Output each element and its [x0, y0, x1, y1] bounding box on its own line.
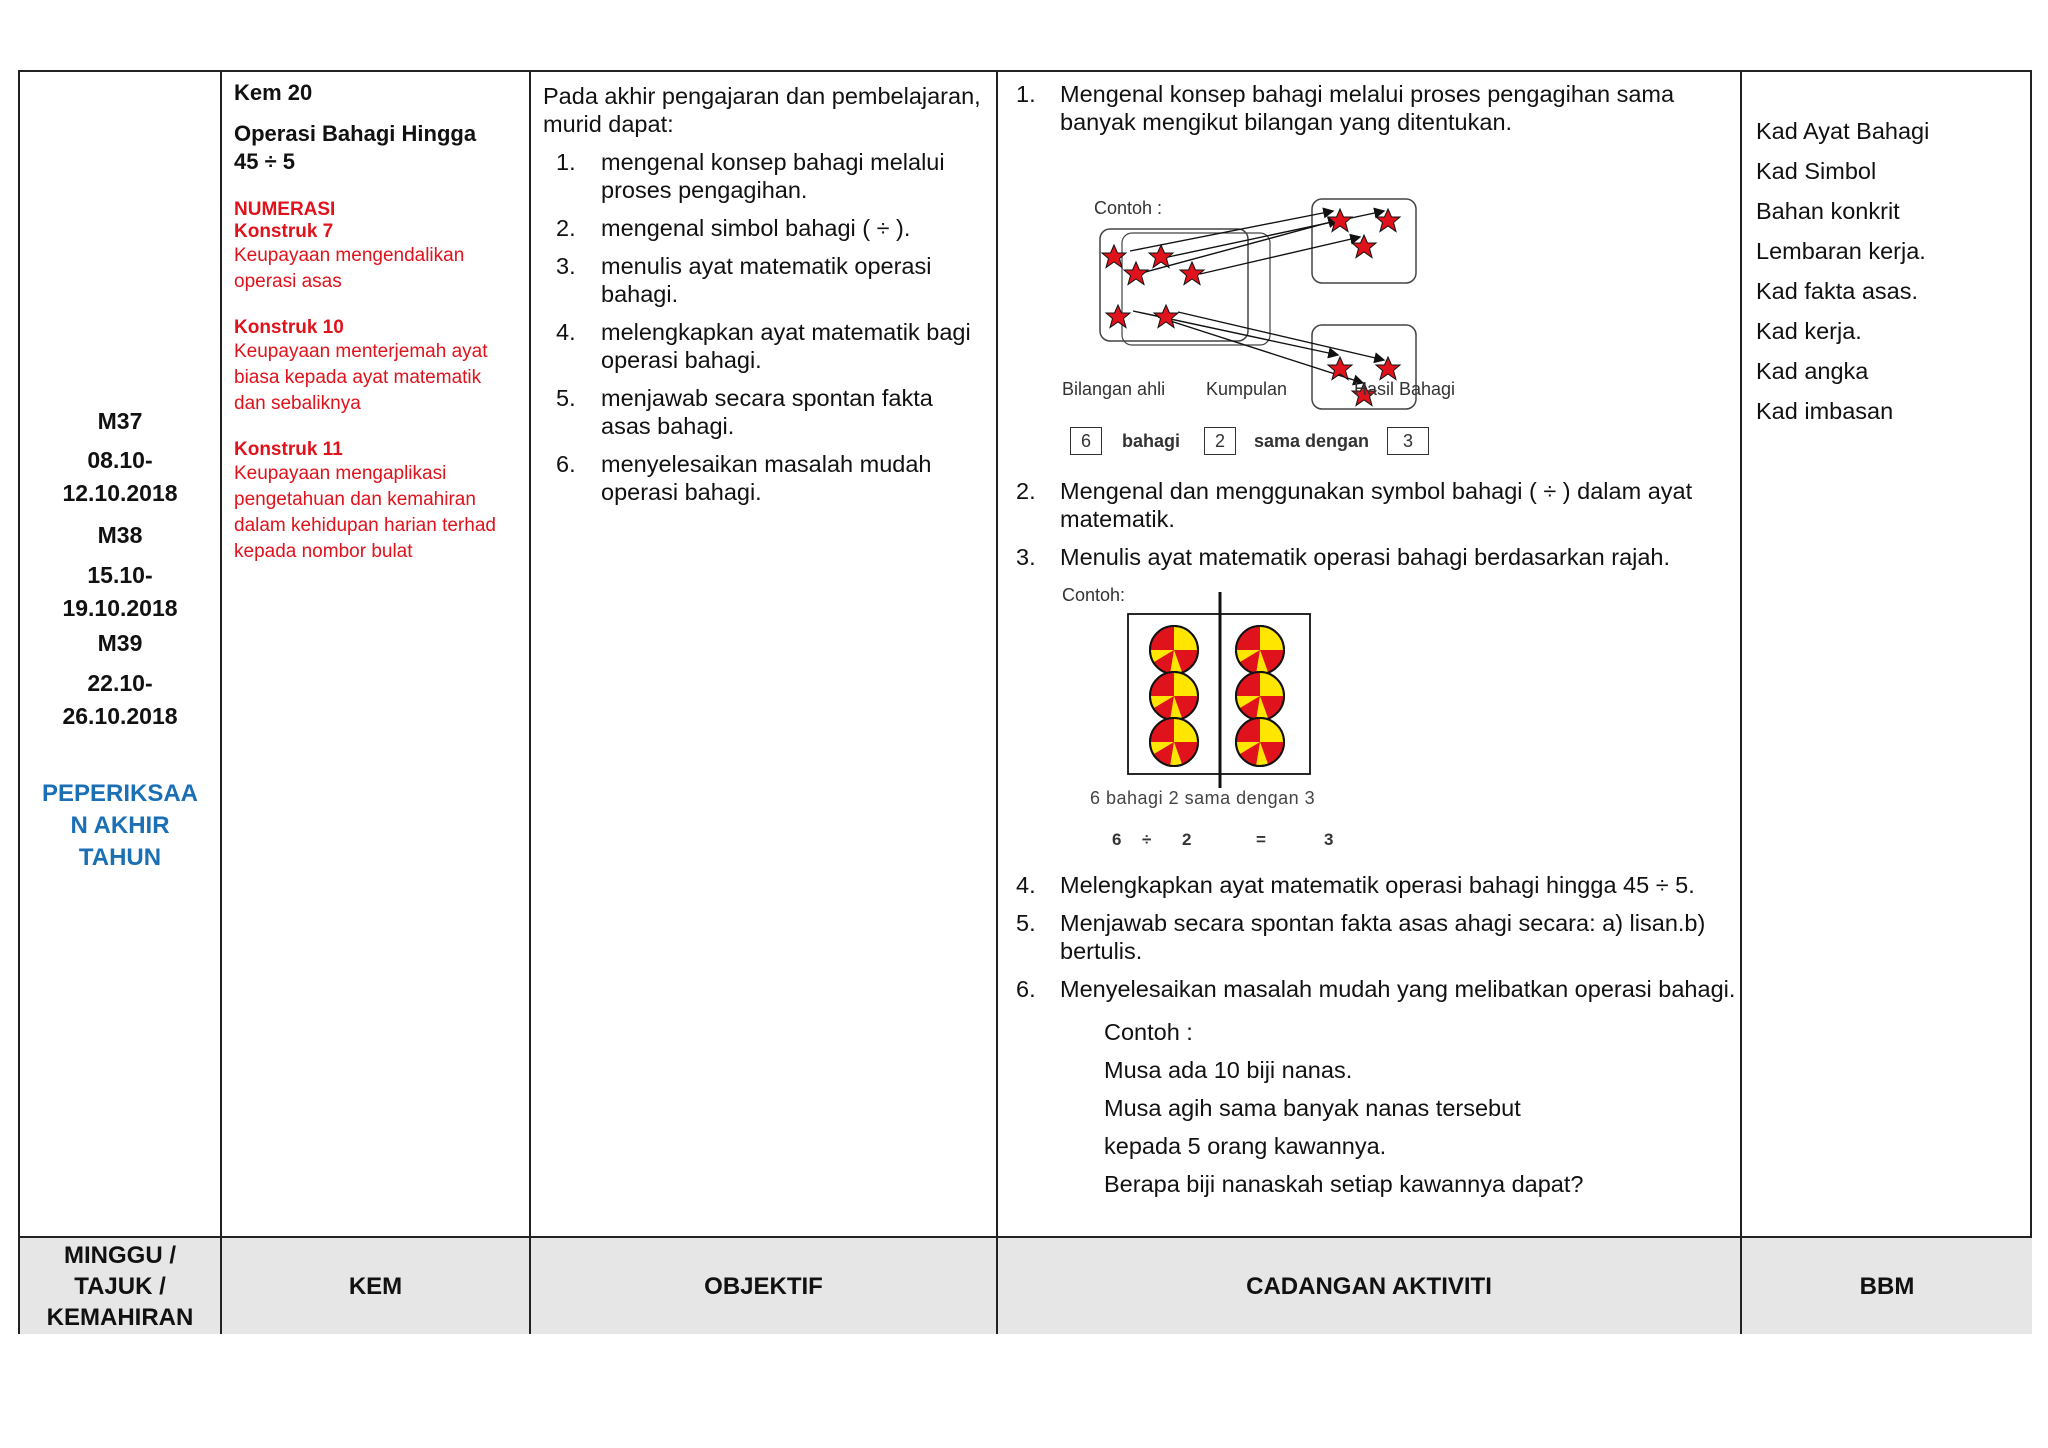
konstruk-7-desc-2: operasi asas — [234, 271, 342, 292]
bbm-column — [1742, 72, 2032, 1236]
week-m39: M39 — [97, 630, 143, 656]
objektif-text-line-1: mengenal simbol bahagi ( ÷ ). — [601, 215, 911, 241]
week-m39-end: 26.10.2018 — [62, 703, 178, 729]
objektif-text — [601, 384, 933, 440]
objektif-text-line-2: bahagi. — [601, 281, 679, 307]
konstruk-11-desc-2: pengetahuan dan kemahiran — [234, 489, 476, 510]
problem-line: Contoh : — [1104, 1019, 1193, 1045]
objektif-item — [543, 450, 988, 506]
ball-icon — [1236, 626, 1284, 674]
objektif-column — [531, 72, 998, 1236]
aktiviti-4-line-1: Melengkapkan ayat matematik operasi bahagi hingga 45 ÷ 5. — [1060, 872, 1695, 898]
exam-line-1: PEPERIKSAA — [41, 780, 199, 807]
eq-equals: = — [1256, 830, 1266, 849]
star-icon — [1376, 357, 1400, 380]
bbm-item: Bahan konkrit — [1756, 198, 1900, 224]
week-m37-start: 08.10- — [87, 447, 153, 473]
star-icon — [1180, 262, 1204, 285]
kem-title: Kem 20 — [234, 80, 313, 105]
week-m39-start: 22.10- — [87, 670, 153, 696]
exam-line-3: TAHUN — [78, 844, 162, 871]
konstruk-7-block — [234, 199, 524, 295]
aktiviti-number: 1. — [1016, 81, 1036, 107]
objektif-text — [601, 252, 931, 308]
bbm-item: Kad kerja. — [1756, 318, 1862, 344]
aktiviti-item-5 — [1016, 909, 1736, 965]
ball-icon — [1236, 672, 1284, 720]
distribution-arrow — [1178, 312, 1384, 360]
label-kumpulan: Kumpulan — [1206, 379, 1288, 399]
objektif-text-line-1: menulis ayat matematik operasi — [601, 253, 932, 279]
exam-line-2: N AKHIR — [70, 812, 170, 839]
problem-line: Musa agih sama banyak nanas tersebut — [1104, 1095, 1521, 1121]
konstruk-7-desc-1: Keupayaan mengendalikan — [234, 245, 465, 266]
week-m37: M37 — [97, 408, 143, 434]
eq-divide: ÷ — [1142, 830, 1152, 849]
eq-bahagi: bahagi — [1122, 430, 1181, 451]
objektif-item — [543, 384, 988, 440]
exam-label — [20, 778, 220, 874]
objektif-number: 1. — [556, 149, 576, 175]
problem-line: Berapa biji nanaskah setiap kawannya dapat? — [1104, 1171, 1584, 1197]
objektif-number: 6. — [556, 451, 576, 477]
aktiviti-number: 5. — [1016, 910, 1036, 936]
konstruk-11-desc-4: kepada nombor bulat — [234, 541, 413, 562]
aktiviti-column — [998, 72, 1742, 1236]
objektif-text-line-2: asas bahagi. — [601, 413, 735, 439]
box-divisor: 2 — [1204, 427, 1236, 455]
numerasi-label: NUMERASI — [234, 199, 336, 220]
header-minggu-line-1: MINGGU / — [63, 1241, 176, 1269]
header-minggu — [20, 1236, 222, 1334]
konstruk-11-desc-3: dalam kehidupan harian terhad — [234, 515, 496, 536]
objektif-text-line-2: operasi bahagi. — [601, 479, 762, 505]
konstruk-10-block — [234, 317, 524, 417]
objektif-text-line-2: operasi bahagi. — [601, 347, 762, 373]
week-m38: M38 — [97, 522, 143, 548]
bbm-item: Kad fakta asas. — [1756, 278, 1918, 304]
aktiviti-2-line-1: Mengenal dan menggunakan symbol bahagi ( ÷ ) dalam ayat — [1060, 478, 1693, 504]
ball-icon — [1150, 626, 1198, 674]
aktiviti-1-line-1: Mengenal konsep bahagi melalui proses pengagihan sama — [1060, 81, 1675, 107]
ball-grouping-diagram — [1126, 592, 1326, 792]
objektif-intro-1: Pada akhir pengajaran dan pembelajaran, — [543, 83, 981, 109]
header-objektif: OBJEKTIF — [531, 1236, 998, 1334]
aktiviti-6-line-1: Menyelesaikan masalah mudah yang melibatkan operasi bahagi. — [1060, 976, 1736, 1002]
objektif-text — [601, 214, 910, 242]
bbm-item: Kad Simbol — [1756, 158, 1877, 184]
box-quotient: 3 — [1387, 427, 1429, 455]
week-m38-end: 19.10.2018 — [62, 595, 178, 621]
aktiviti-2-line-2: matematik. — [1060, 506, 1175, 532]
ball-equation — [1112, 830, 1333, 850]
objektif-text-line-1: mengenal konsep bahagi melalui — [601, 149, 945, 175]
aktiviti-number: 3. — [1016, 544, 1036, 570]
objektif-number: 3. — [556, 253, 576, 279]
objektif-list — [543, 148, 988, 506]
objektif-text-line-1: menyelesaikan masalah mudah — [601, 451, 932, 477]
kem-column — [222, 72, 531, 1236]
ball-icon — [1150, 672, 1198, 720]
aktiviti-number: 2. — [1016, 478, 1036, 504]
eq-3: 3 — [1324, 830, 1334, 849]
label-hasil-bahagi: Hasil Bahagi — [1354, 379, 1456, 399]
star-icon — [1328, 209, 1352, 232]
objektif-text — [601, 450, 932, 506]
lesson-plan-table — [18, 70, 2032, 1334]
star-icon — [1124, 262, 1148, 285]
konstruk-10-desc-2: biasa kepada ayat matematik — [234, 367, 482, 388]
objektif-text-line-1: menjawab secara spontan fakta — [601, 385, 933, 411]
kem-topic-line-1: Operasi Bahagi Hingga — [234, 121, 477, 146]
problem-line: Musa ada 10 biji nanas. — [1104, 1057, 1353, 1083]
contoh-label-2: Contoh: — [1062, 585, 1126, 605]
distribution-arrow — [1158, 317, 1363, 383]
objektif-number: 5. — [556, 385, 576, 411]
week-m38-start: 15.10- — [87, 562, 153, 588]
bbm-list — [1756, 118, 1929, 438]
bbm-item: Lembaran kerja. — [1756, 238, 1926, 264]
konstruk-11-block — [234, 439, 524, 565]
star-icon — [1149, 245, 1173, 268]
ball-icon — [1150, 718, 1198, 766]
objektif-item — [543, 318, 988, 374]
problem-line: kepada 5 orang kawannya. — [1104, 1133, 1387, 1159]
aktiviti-5-line-2: bertulis. — [1060, 938, 1143, 964]
aktiviti-item-2 — [1016, 477, 1731, 533]
objektif-item — [543, 252, 988, 308]
division-equation-boxes — [1070, 427, 1429, 455]
objektif-number: 2. — [556, 215, 576, 241]
ball-icon — [1236, 718, 1284, 766]
konstruk-10-label: Konstruk 10 — [234, 317, 344, 338]
kem-topic — [234, 120, 524, 176]
ball-caption: 6 bahagi 2 sama dengan 3 — [1090, 788, 1316, 808]
objektif-intro-2: murid dapat: — [543, 111, 674, 137]
aktiviti-item-4 — [1016, 871, 1736, 899]
aktiviti-1-line-2: banyak mengikut bilangan yang ditentukan. — [1060, 109, 1513, 135]
konstruk-11-desc-1: Keupayaan mengaplikasi — [234, 463, 447, 484]
objektif-text — [601, 148, 945, 204]
eq-6: 6 — [1112, 830, 1122, 849]
objektif-text — [601, 318, 971, 374]
aktiviti-number: 4. — [1016, 872, 1036, 898]
aktiviti-item-3 — [1016, 543, 1731, 571]
objektif-number: 4. — [556, 319, 576, 345]
aktiviti-3-line-1: Menulis ayat matematik operasi bahagi berdasarkan rajah. — [1060, 544, 1671, 570]
konstruk-10-desc-1: Keupayaan menterjemah ayat — [234, 341, 488, 362]
bbm-item: Kad angka — [1756, 358, 1869, 384]
aktiviti-5-line-1: Menjawab secara spontan fakta asas ahagi secara: a) lisan.b) — [1060, 910, 1706, 936]
objektif-item — [543, 214, 988, 242]
bbm-item: Kad imbasan — [1756, 398, 1894, 424]
header-bbm: BBM — [1742, 1236, 2032, 1334]
header-kem: KEM — [222, 1236, 531, 1334]
objektif-item — [543, 148, 988, 204]
bbm-item: Kad Ayat Bahagi — [1756, 118, 1930, 144]
box-dividend: 6 — [1070, 427, 1102, 455]
objektif-text-line-1: melengkapkan ayat matematik bagi — [601, 319, 971, 345]
konstruk-7-label: Konstruk 7 — [234, 221, 334, 242]
header-cadangan-aktiviti: CADANGAN AKTIVITI — [998, 1236, 1742, 1334]
konstruk-10-desc-3: dan sebaliknya — [234, 393, 361, 414]
eq-2: 2 — [1182, 830, 1192, 849]
distribution-arrow — [1200, 237, 1360, 274]
kem-topic-line-2: 45 ÷ 5 — [234, 149, 296, 174]
aktiviti-item-1 — [1016, 80, 1731, 136]
star-icon — [1106, 305, 1130, 328]
header-minggu-line-3: KEMAHIRAN — [46, 1303, 194, 1331]
aktiviti-item-6 — [1016, 975, 1736, 1003]
objektif-text-line-2: proses pengagihan. — [601, 177, 808, 203]
aktiviti-number: 6. — [1016, 976, 1036, 1002]
contoh-label-1: Contoh : — [1094, 198, 1163, 218]
label-bilangan-ahli: Bilangan ahli — [1062, 379, 1166, 399]
header-minggu-line-2: TAJUK / — [74, 1272, 166, 1300]
eq-sama-dengan: sama dengan — [1254, 430, 1370, 451]
week-column — [20, 72, 222, 1236]
konstruk-11-label: Konstruk 11 — [234, 439, 343, 460]
star-icon — [1154, 305, 1178, 328]
week-m37-end: 12.10.2018 — [62, 480, 178, 506]
word-problem — [1104, 1013, 1736, 1203]
